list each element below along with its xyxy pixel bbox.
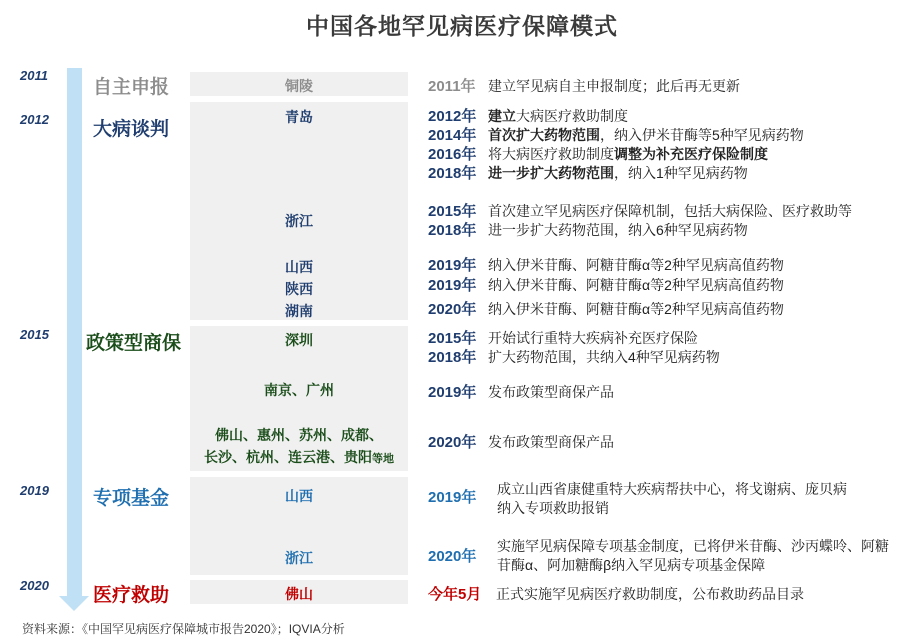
page-title: 中国各地罕见病医疗保障模式 [306,13,618,39]
city-multi-line2 [190,447,408,467]
entry-year: 2020年 [428,548,477,565]
entry-shanxi-fund-desc: 成立山西省康健重特大疾病帮扶中心，将戈谢病、庞贝病纳入专项救助报销 [497,481,847,516]
entry-year: 2019年 [428,277,477,294]
entry-desc: 大病医疗救助制度 [516,108,628,124]
entry-year: 2020年 [428,301,477,318]
entry-zhejiang-fund-desc: 实施罕见病保障专项基金制度，已将伊米苷酶、沙丙蝶呤、阿糖苷酶α、阿加糖酶β纳入罕见病专项基金保障 [497,538,889,573]
city-zhejiang-fund: 浙江 [285,550,313,566]
entry-shanxi-fund-year [428,488,498,507]
entry-shaanxi-2019 [428,276,908,295]
entry-bold: 进一步扩大药物范围 [488,165,614,181]
entry-qingdao-2018 [428,164,908,183]
entry-year: 2018年 [428,349,477,366]
entry-foshan [428,585,908,604]
entry-year: 今年5月 [428,586,482,603]
timeline-arrow-icon [59,596,89,611]
city-shanxi-fund: 山西 [285,488,313,504]
entry-year: 2019年 [428,384,477,401]
city-qingdao: 青岛 [285,109,313,125]
entry-desc: ，纳入1种罕见病药物 [614,165,748,181]
entry-tongling-2011 [428,77,908,96]
entry-desc: 正式实施罕见病医疗救助制度，公布救助药品目录 [496,586,804,602]
entry-year: 2014年 [428,127,477,144]
entry-desc: ，纳入伊米苷酶等5种罕见病药物 [600,127,804,143]
entry-desc: 发布政策型商保产品 [488,434,614,450]
entry-shanxi-2019 [428,256,908,275]
mode-medical-aid: 医疗救助 [93,585,170,606]
entry-year: 2012年 [428,108,477,125]
entry-year: 2016年 [428,146,477,163]
city-shenzhen: 深圳 [285,332,313,348]
entry-year: 2018年 [428,222,477,239]
city-shanxi: 山西 [285,259,313,275]
city-multi-line1: 佛山、惠州、苏州、成都、 [215,427,383,443]
city-zhejiang: 浙江 [285,213,313,229]
mode-self-report: 自主申报 [93,77,170,98]
mode-serious-illness: 大病谈判 [93,119,170,140]
entry-desc: 纳入伊米苷酶、阿糖苷酶α等2种罕见病高值药物 [488,301,784,317]
source-note: 资料来源：《中国罕见病医疗保障城市报告2020》；IQVIA分析 [22,622,345,636]
mode-special-fund: 专项基金 [93,488,170,509]
entry-year: 2015年 [428,203,477,220]
year-2019: 2019 [20,483,49,498]
entry-year: 2018年 [428,165,477,182]
entry-year: 2019年 [428,257,477,274]
entry-zhejiang-2015 [428,202,908,221]
entry-desc: 扩大药物范围，共纳入4种罕见病药物 [488,349,720,365]
entry-bold: 调整为补充医疗保险制度 [614,146,768,162]
entry-desc: 将大病医疗救助制度 [488,146,614,162]
city-tongling: 铜陵 [285,78,313,94]
year-2015: 2015 [20,327,49,342]
city-multi-names: 长沙、杭州、连云港、贵阳 [204,449,372,465]
entry-qingdao-2012 [428,107,908,126]
city-nanjing-guangzhou: 南京、广州 [264,382,334,398]
entry-qingdao-2014 [428,126,908,145]
entry-qingdao-2016 [428,145,908,164]
entry-year: 2015年 [428,330,477,347]
entry-multi-2020 [428,433,908,452]
entry-desc: 进一步扩大药物范围，纳入6种罕见病药物 [488,222,748,238]
entry-year: 2020年 [428,434,477,451]
entry-shenzhen-2015 [428,329,908,348]
entry-bold: 首次扩大药物范围 [488,127,600,143]
city-foshan: 佛山 [285,586,313,602]
year-2020: 2020 [20,578,49,593]
timeline-bar [67,68,82,598]
entry-desc: 纳入伊米苷酶、阿糖苷酶α等2种罕见病高值药物 [488,257,784,273]
entry-shenzhen-2018 [428,348,908,367]
entry-desc: 开始试行重特大疾病补充医疗保险 [488,330,698,346]
entry-zhejiang-fund-year [428,547,498,566]
city-multi-suffix: 等地 [372,453,394,465]
entry-nanjing-2019 [428,383,908,402]
entry-year: 2019年 [428,489,477,506]
entry-desc: 纳入伊米苷酶、阿糖苷酶α等2种罕见病高值药物 [488,277,784,293]
entry-desc: 建立罕见病自主申报制度；此后再无更新 [488,78,740,94]
entry-year: 2011年 [428,78,476,95]
city-shaanxi: 陕西 [285,281,313,297]
entry-hunan-2020 [428,300,908,319]
entry-desc: 首次建立罕见病医疗保障机制，包括大病保险、医疗救助等 [488,203,852,219]
entry-zhejiang-2018 [428,221,908,240]
city-hunan: 湖南 [285,303,313,319]
year-2012: 2012 [20,112,49,127]
year-2011: 2011 [20,68,48,83]
entry-bold: 建立 [488,108,516,124]
mode-policy-insurance: 政策型商保 [86,333,182,354]
entry-desc: 发布政策型商保产品 [488,384,614,400]
